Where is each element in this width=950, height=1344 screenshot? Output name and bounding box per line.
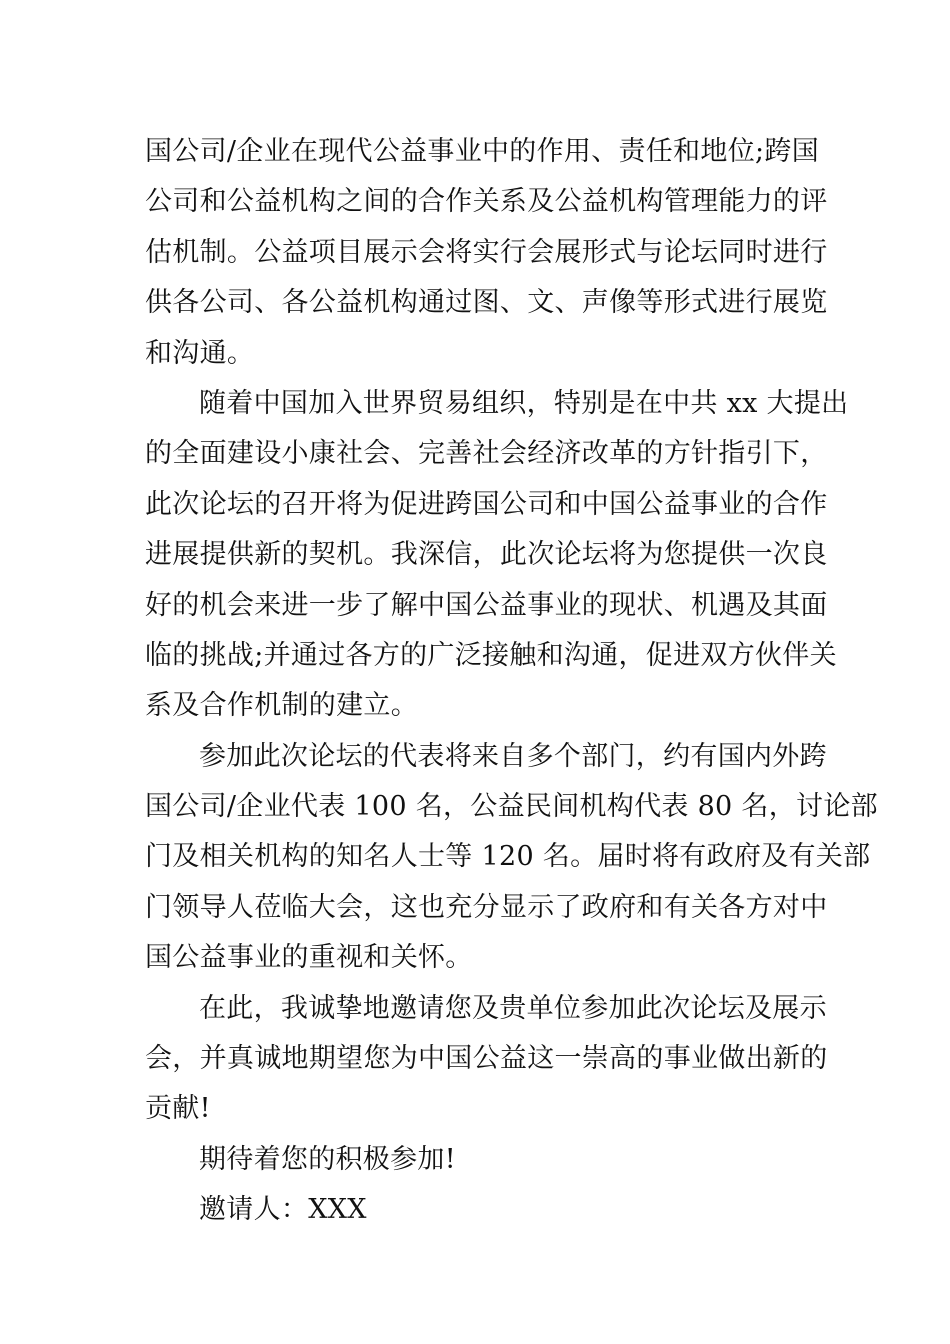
- text-line-18: 在此，我诚挚地邀请您及贵单位参加此次论坛及展示: [199, 992, 827, 1024]
- text-line-14: 国公司/企业代表 100 名，公益民间机构代表 80 名，讨论部: [145, 791, 878, 823]
- text-line-17: 国公益事业的重视和关怀。: [145, 942, 473, 974]
- text-line-15: 门及相关机构的知名人士等 120 名。届时将有政府及有关部: [145, 841, 871, 873]
- text-line-13: 参加此次论坛的代表将来自多个部门，约有国内外跨: [199, 740, 827, 772]
- text-line-7: 的全面建设小康社会、完善社会经济改革的方针指引下，: [145, 438, 828, 470]
- text-line-11: 临的挑战;并通过各方的广泛接触和沟通，促进双方伙伴关: [145, 639, 837, 671]
- document-body: [145, 127, 878, 1236]
- inviter-line: 邀请人：XXX: [199, 1194, 367, 1226]
- text-line-3: 估机制。公益项目展示会将实行会展形式与论坛同时进行: [145, 236, 828, 268]
- closing-line: 期待着您的积极参加!: [199, 1143, 456, 1175]
- text-line-12: 系及合作机制的建立。: [145, 690, 418, 722]
- text-line-5: 和沟通。: [145, 337, 255, 369]
- text-line-9: 进展提供新的契机。我深信，此次论坛将为您提供一次良: [145, 539, 828, 571]
- text-line-20: 贡献!: [145, 1093, 211, 1125]
- text-line-19: 会，并真诚地期望您为中国公益这一崇高的事业做出新的: [145, 1043, 828, 1075]
- text-line-2: 公司和公益机构之间的合作关系及公益机构管理能力的评: [145, 186, 828, 218]
- text-line-4: 供各公司、各公益机构通过图、文、声像等形式进行展览: [145, 287, 828, 319]
- text-line-6: 随着中国加入世界贸易组织，特别是在中共 xx 大提出: [199, 387, 849, 419]
- text-line-16: 门领导人莅临大会，这也充分显示了政府和有关各方对中: [145, 891, 828, 923]
- text-line-8: 此次论坛的召开将为促进跨国公司和中国公益事业的合作: [145, 488, 828, 520]
- text-line-10: 好的机会来进一步了解中国公益事业的现状、机遇及其面: [145, 589, 828, 621]
- text-line-1: 国公司/企业在现代公益事业中的作用、责任和地位;跨国: [145, 136, 819, 167]
